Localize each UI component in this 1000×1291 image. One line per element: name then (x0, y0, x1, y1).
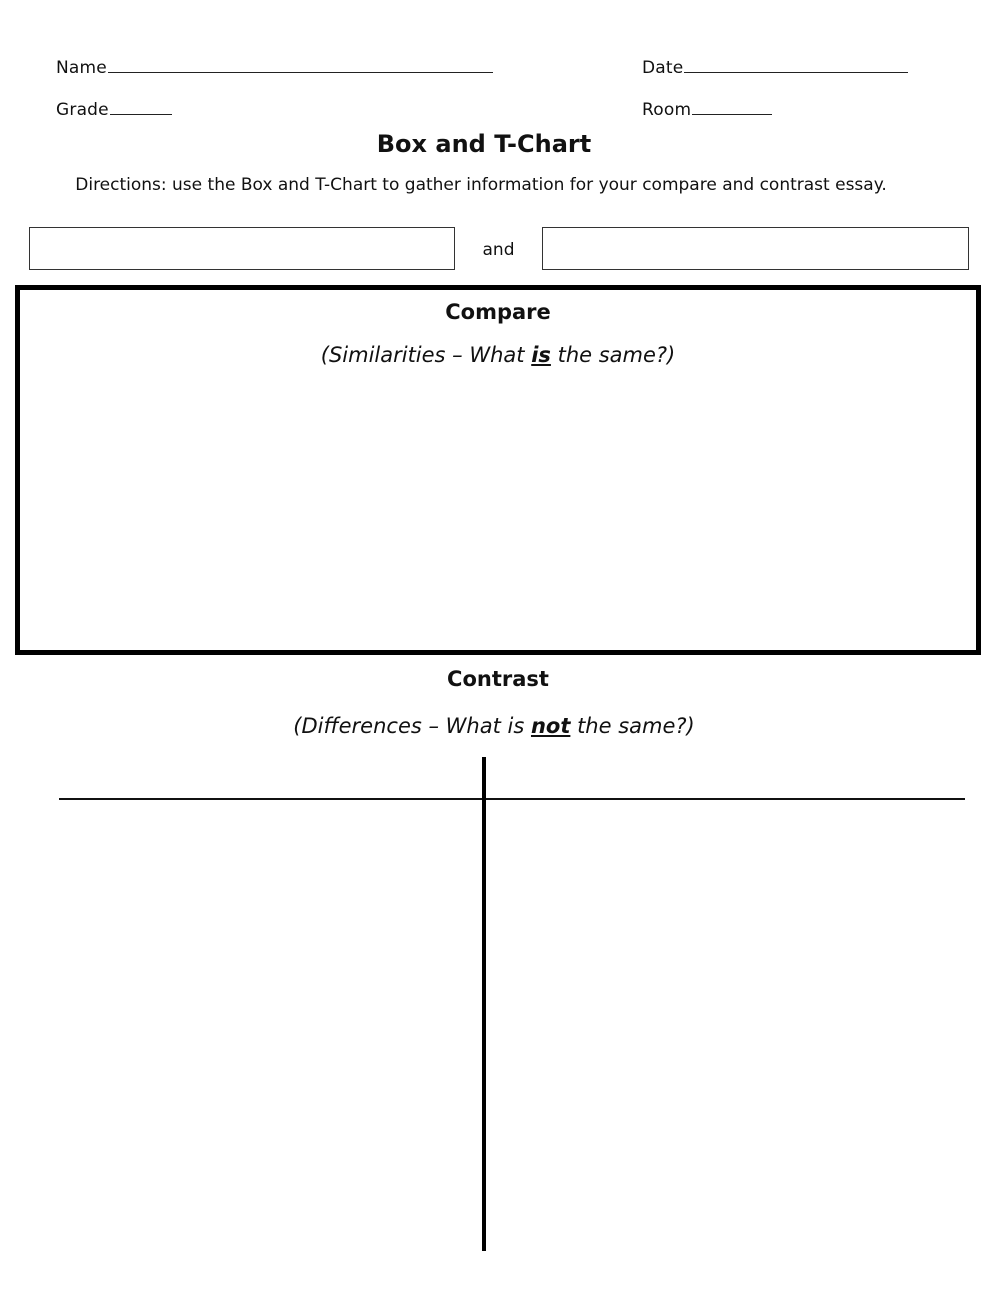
contrast-sub-emphasis: not (530, 714, 571, 738)
compare-sub-emphasis: is (531, 343, 551, 367)
date-input-line[interactable] (684, 56, 908, 73)
topic-two-box[interactable] (542, 227, 969, 270)
contrast-sub-before: (Differences – What is (293, 714, 531, 738)
room-label: Room (642, 100, 692, 120)
topic-one-box[interactable] (29, 227, 455, 270)
t-chart-horizontal-line (59, 798, 965, 800)
name-field[interactable] (56, 56, 493, 78)
date-label: Date (642, 58, 684, 78)
contrast-subheading (0, 714, 988, 738)
grade-field[interactable] (56, 98, 172, 120)
contrast-sub-after: the same?) (570, 714, 695, 738)
compare-sub-before: (Similarities – What (320, 343, 532, 367)
t-chart-vertical-line (482, 757, 486, 1251)
date-field[interactable] (642, 56, 908, 78)
compare-subheading (20, 343, 976, 367)
grade-input-line[interactable] (110, 98, 172, 115)
and-connector: and (482, 240, 515, 260)
compare-sub-after: the same?) (550, 343, 676, 367)
room-field[interactable] (642, 98, 772, 120)
grade-label: Grade (56, 100, 109, 120)
compare-box[interactable] (15, 285, 981, 655)
name-label: Name (56, 58, 107, 78)
page-title: Box and T-Chart (376, 130, 592, 158)
contrast-heading: Contrast (447, 667, 549, 691)
compare-heading: Compare (445, 300, 551, 324)
room-input-line[interactable] (692, 98, 772, 115)
directions-text: Directions: use the Box and T-Chart to gather information for your compare and contrast essay. (75, 175, 887, 195)
name-input-line[interactable] (108, 56, 493, 73)
